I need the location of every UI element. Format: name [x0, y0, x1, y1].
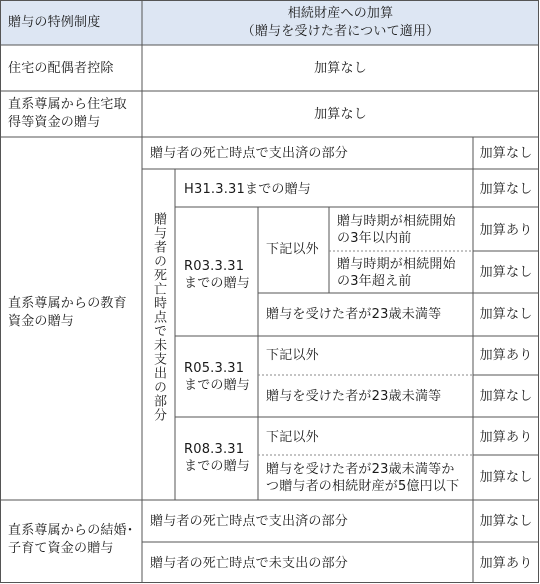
- r08-period-line1: R08.3.31: [184, 442, 245, 457]
- row-education-label-line2: 資金の贈与: [8, 314, 75, 329]
- r03-under23-label: 贈与を受けた者が23歳未満等: [266, 307, 442, 322]
- header-col-addition-line2: （贈与を受けた者について適用）: [241, 24, 440, 39]
- row-spouse-label: 住宅の配偶者控除: [8, 61, 114, 76]
- r05-other-value: 加算あり: [479, 348, 533, 363]
- r03-within3-value: 加算あり: [479, 223, 533, 238]
- r03-over3-line2: の3年超え前: [337, 274, 412, 289]
- education-unpaid-label: 贈与者の死亡時点で未支出の部分: [151, 212, 166, 422]
- row-spouse-value: 加算なし: [314, 61, 367, 76]
- row-housing-label-line2: 得等資金の贈与: [8, 115, 101, 130]
- r08-under23-value: 加算なし: [479, 470, 533, 485]
- marriage-unpaid-value: 加算あり: [479, 556, 533, 571]
- marriage-paid-label: 贈与者の死亡時点で支出済の部分: [150, 514, 349, 529]
- r08-other-label: 下記以外: [266, 430, 319, 445]
- r05-under23-label: 贈与を受けた者が23歳未満等: [266, 389, 442, 404]
- r08-under23-line2: つ贈与者の相続財産が5億円以下: [266, 479, 460, 494]
- row-housing-label-line1: 直系尊属から住宅取: [8, 97, 127, 112]
- marriage-unpaid-label: 贈与者の死亡時点で未支出の部分: [150, 556, 349, 571]
- r08-under23-line1: 贈与を受けた者が23歳未満等か: [266, 462, 455, 477]
- r03-over3-line1: 贈与時期が相続開始: [337, 257, 456, 272]
- marriage-paid-value: 加算なし: [479, 514, 533, 529]
- row-education-label-line1: 直系尊属からの教育: [8, 296, 127, 311]
- r03-period-line2: までの贈与: [184, 276, 251, 291]
- r05-under23-value: 加算なし: [479, 389, 533, 404]
- r05-other-label: 下記以外: [266, 348, 319, 363]
- r08-period-line2: までの贈与: [184, 459, 251, 474]
- h31-value: 加算なし: [479, 182, 533, 197]
- row-housing-value: 加算なし: [314, 107, 367, 122]
- row-marriage-label-line1: 直系尊属からの結婚･: [8, 523, 134, 538]
- r03-other-label: 下記以外: [266, 242, 319, 257]
- r03-period-line1: R03.3.31: [184, 259, 245, 274]
- r05-period-line1: R05.3.31: [184, 361, 245, 376]
- r03-within3-line1: 贈与時期が相続開始: [337, 214, 456, 229]
- r05-period-line2: までの贈与: [184, 378, 251, 393]
- r03-under23-value: 加算なし: [479, 307, 533, 322]
- r03-over3-value: 加算なし: [479, 265, 533, 280]
- row-marriage-label-line2: 子育て資金の贈与: [8, 541, 114, 556]
- h31-label: H31.3.31までの贈与: [184, 182, 311, 197]
- education-paid-value: 加算なし: [479, 146, 533, 161]
- r03-within3-line2: の3年以内前: [337, 231, 412, 246]
- education-paid-label: 贈与者の死亡時点で支出済の部分: [150, 146, 349, 161]
- r08-other-value: 加算あり: [479, 430, 533, 445]
- header-col-system: 贈与の特例制度: [8, 15, 101, 30]
- header-col-addition-line1: 相続財産への加算: [287, 6, 394, 21]
